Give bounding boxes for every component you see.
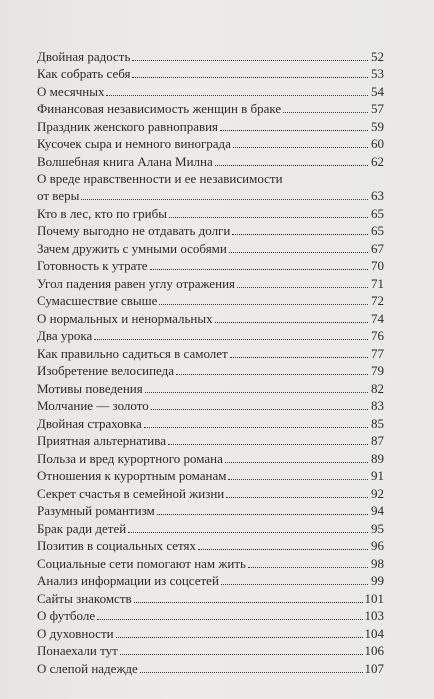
toc-entry — [37, 203, 384, 221]
dot-leader — [128, 531, 368, 533]
dot-leader — [145, 391, 368, 393]
table-of-contents — [37, 46, 384, 676]
toc-entry-title: Двойная страховка — [37, 415, 142, 431]
toc-page-number: 107 — [364, 660, 384, 676]
toc-entry — [37, 99, 384, 117]
dot-leader — [140, 671, 363, 673]
toc-entry — [37, 361, 384, 379]
toc-entry-title: О месячных — [37, 83, 105, 99]
toc-entry — [37, 273, 384, 291]
dot-leader — [237, 286, 368, 288]
toc-entry-title: Сумасшествие свыше — [37, 293, 158, 308]
toc-entry-title: О нормальных и ненормальных — [37, 310, 213, 326]
dot-leader — [229, 251, 368, 253]
dot-leader — [226, 496, 368, 498]
dot-leader — [283, 111, 368, 113]
toc-entry — [37, 641, 384, 659]
toc-entry — [37, 501, 384, 519]
toc-entry — [37, 448, 384, 466]
toc-entry-title: Двойная радость — [37, 48, 131, 64]
toc-page-number: 53 — [371, 66, 384, 81]
dot-leader — [225, 461, 368, 463]
dot-leader — [228, 478, 368, 480]
toc-page-number: 67 — [371, 240, 384, 256]
toc-page-number: 103 — [364, 608, 384, 623]
dot-leader — [106, 94, 368, 96]
toc-entry-title: Понаехали тут — [37, 643, 118, 658]
dot-leader — [144, 426, 368, 428]
dot-leader — [215, 164, 368, 166]
toc-page-number: 60 — [371, 136, 384, 151]
toc-entry-title: Сайты знакомств — [37, 590, 132, 606]
toc-page-number: 87 — [371, 433, 384, 448]
toc-entry — [37, 396, 384, 414]
toc-entry-title: Анализ информации из соцсетей — [37, 573, 219, 588]
toc-entry — [37, 658, 384, 676]
toc-page-number: 65 — [371, 223, 384, 238]
toc-entry — [37, 151, 384, 169]
dot-leader — [230, 356, 368, 358]
toc-entry-continuation — [37, 186, 384, 204]
toc-entry-title: Зачем дружить с умными особями — [37, 240, 227, 256]
toc-entry-title: О футболе — [37, 608, 96, 623]
toc-entry — [37, 623, 384, 641]
toc-entry — [37, 134, 384, 152]
toc-page-number: 74 — [371, 310, 384, 326]
toc-entry-title: О слепой надежде — [37, 660, 138, 676]
toc-entry-title: Социальные сети помогают нам жить — [37, 555, 246, 571]
toc-page-number: 83 — [371, 398, 384, 413]
dot-leader — [168, 443, 368, 445]
dot-leader — [221, 583, 368, 585]
toc-page-number: 77 — [371, 345, 384, 361]
toc-entry — [37, 431, 384, 449]
toc-page-number: 89 — [371, 450, 384, 466]
dot-leader — [150, 268, 368, 270]
toc-entry-title: Готовность к утрате — [37, 258, 148, 273]
toc-entry — [37, 378, 384, 396]
toc-page-number: 52 — [371, 48, 384, 64]
toc-page-number: 106 — [364, 643, 384, 658]
toc-entry — [37, 221, 384, 239]
toc-entry-title: Польза и вред курортного романа — [37, 450, 223, 466]
toc-page-number: 70 — [371, 258, 384, 273]
toc-entry — [37, 571, 384, 589]
dot-leader — [215, 321, 368, 323]
dot-leader — [132, 59, 368, 61]
toc-entry — [37, 46, 384, 64]
dot-leader — [134, 601, 363, 603]
toc-page-number: 59 — [371, 118, 384, 134]
toc-page-number: 65 — [371, 205, 384, 221]
toc-page-number: 71 — [371, 275, 384, 291]
toc-entry-title: Секрет счастья в семейной жизни — [37, 485, 225, 501]
toc-entry — [37, 116, 384, 134]
dot-leader — [94, 338, 368, 340]
dot-leader — [132, 76, 368, 78]
toc-page-number: 63 — [371, 188, 384, 203]
dot-leader — [248, 566, 368, 568]
dot-leader — [233, 146, 368, 148]
toc-entry-title: Молчание — золото — [37, 398, 149, 413]
toc-entry — [37, 483, 384, 501]
dot-leader — [120, 653, 363, 655]
toc-page-number: 82 — [371, 380, 384, 396]
toc-entry — [37, 238, 384, 256]
toc-entry-title: Кто в лес, кто по грибы — [37, 205, 167, 221]
toc-entry — [37, 536, 384, 554]
toc-entry-title: Как правильно садиться в самолет — [37, 345, 228, 361]
toc-entry-title: Угол падения равен углу отражения — [37, 275, 236, 291]
dot-leader — [176, 373, 368, 375]
toc-page-number: 94 — [371, 503, 384, 518]
toc-entry — [37, 588, 384, 606]
toc-entry — [37, 81, 384, 99]
toc-entry-title: Отношения к курортным романам — [37, 468, 227, 483]
dot-leader — [151, 408, 368, 410]
toc-entry-title: Позитив в социальных сетях — [37, 538, 197, 553]
dot-leader — [116, 636, 363, 638]
toc-entry — [37, 518, 384, 536]
toc-entry-title: О духовности — [37, 625, 114, 641]
toc-entry-title: Два урока — [37, 328, 93, 343]
toc-page-number: 98 — [371, 555, 384, 571]
toc-entry — [37, 256, 384, 274]
toc-entry — [37, 343, 384, 361]
toc-entry-title: Разумный романтизм — [37, 503, 155, 518]
toc-page-number: 76 — [371, 328, 384, 343]
toc-page-number: 85 — [371, 415, 384, 431]
toc-page-number: 57 — [371, 101, 384, 116]
toc-entry — [37, 606, 384, 624]
toc-page-number: 62 — [371, 153, 384, 169]
dot-leader — [157, 513, 368, 515]
toc-entry — [37, 326, 384, 344]
toc-entry-title: Кусочек сыра и немного винограда — [37, 136, 231, 151]
toc-entry — [37, 466, 384, 484]
toc-page-number: 54 — [371, 83, 384, 99]
toc-page-number: 72 — [371, 293, 384, 308]
toc-entry-title-line2: от веры — [37, 188, 80, 203]
toc-entry-title: Брак ради детей — [37, 520, 127, 536]
toc-page-number: 104 — [364, 625, 384, 641]
toc-page-number: 96 — [371, 538, 384, 553]
toc-entry — [37, 169, 384, 186]
toc-entry-title: Волшебная книга Алана Милна — [37, 153, 213, 169]
dot-leader — [169, 216, 368, 218]
toc-page-number: 79 — [371, 363, 384, 378]
toc-entry — [37, 413, 384, 431]
dot-leader — [198, 548, 368, 550]
toc-entry-title: Изобретение велосипеда — [37, 363, 175, 378]
dot-leader — [232, 233, 368, 235]
toc-entry-title: Праздник женского равноправия — [37, 118, 219, 134]
dot-leader — [159, 303, 368, 305]
toc-entry-title: Мотивы поведения — [37, 380, 143, 396]
toc-page-number: 91 — [371, 468, 384, 483]
toc-entry — [37, 64, 384, 82]
toc-entry-title: Почему выгодно не отдавать долги — [37, 223, 231, 238]
toc-entry-title: Финансовая независимость женщин в браке — [37, 101, 282, 116]
toc-entry — [37, 291, 384, 309]
dot-leader — [81, 198, 368, 200]
toc-entry — [37, 308, 384, 326]
toc-page-number: 101 — [364, 590, 384, 606]
toc-page-number: 95 — [371, 520, 384, 536]
toc-page-number: 92 — [371, 485, 384, 501]
toc-entry-title: О вреде нравственности и ее независимости — [37, 170, 283, 186]
dot-leader — [220, 129, 368, 131]
toc-entry — [37, 553, 384, 571]
toc-entry-title: Приятная альтернатива — [37, 433, 166, 448]
toc-page-number: 99 — [371, 573, 384, 588]
toc-entry-title: Как собрать себя — [37, 66, 131, 81]
dot-leader — [97, 618, 362, 620]
